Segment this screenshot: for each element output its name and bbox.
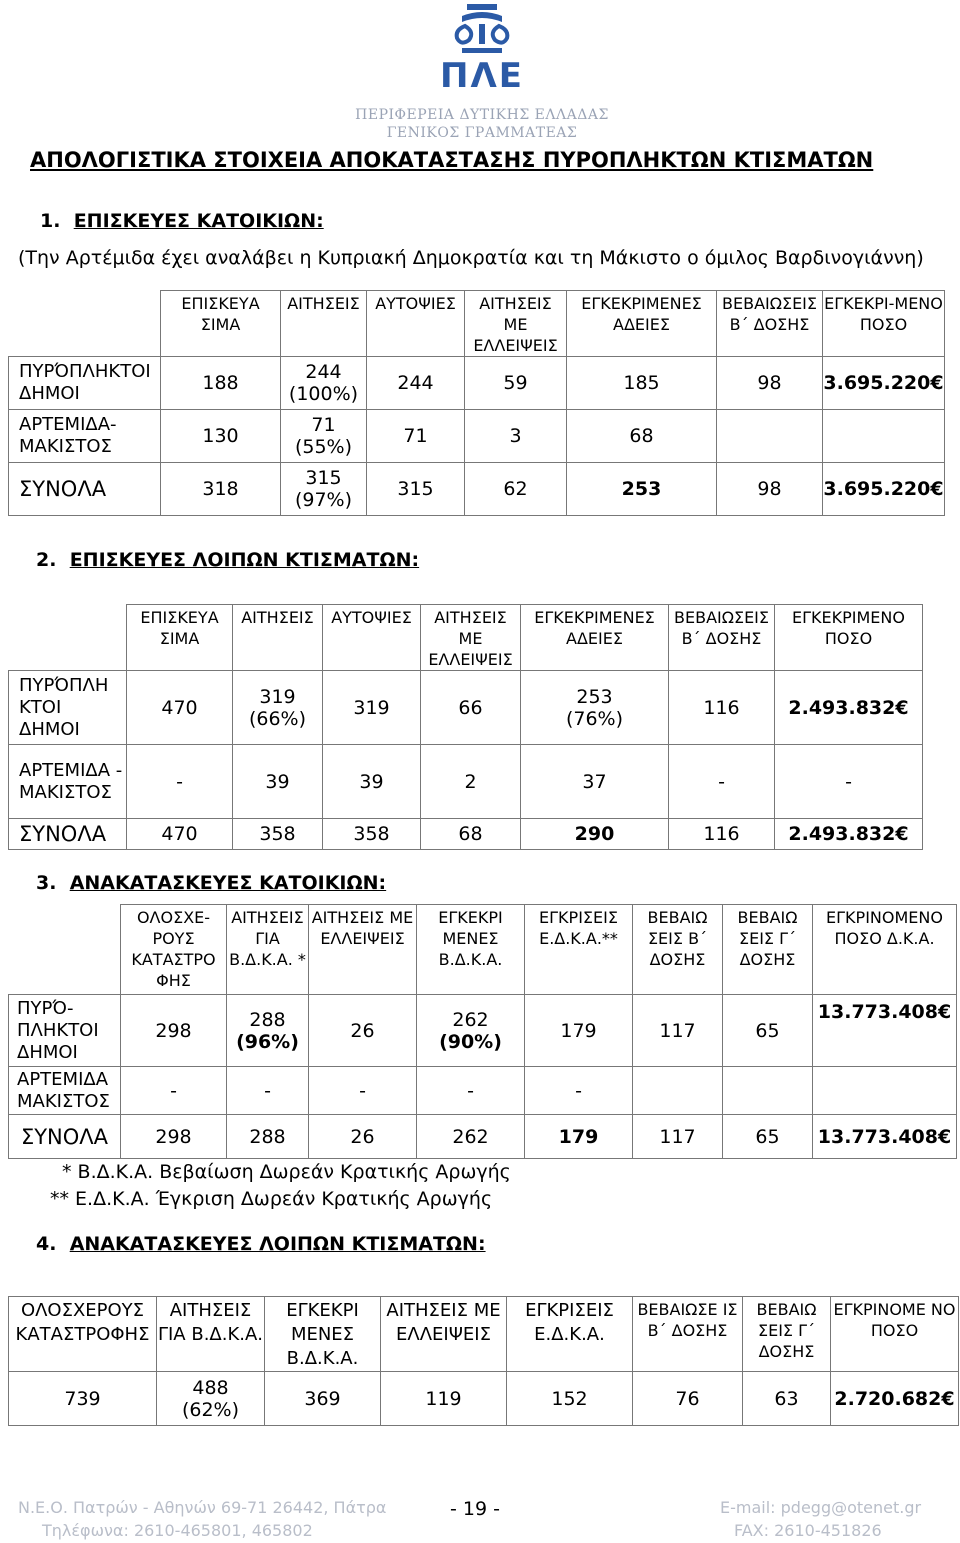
cell-with-percent (157, 1372, 265, 1426)
row-label: ΣΥΝΟΛΑ (9, 819, 127, 850)
cell-amount: - (775, 745, 923, 819)
cell-amount: 2.720.682€ (831, 1372, 959, 1426)
cell: - (309, 1067, 417, 1115)
header-cell: ΑΙΤΗΣΕΙΣ ΓΙΑ Β.Δ.Κ.Α. * (227, 905, 309, 995)
cell-amount: 2.493.832€ (775, 819, 923, 850)
cell-amount: 3.695.220€ (823, 357, 945, 410)
header-logo (352, 2, 612, 142)
cell: 65 (723, 1115, 813, 1159)
cell-with-percent (281, 410, 367, 463)
cell: 179 (525, 1115, 633, 1159)
header-cell: ΕΓΚΕΚΡΙΜΕΝΕΣ ΑΔΕΙΕΣ (521, 605, 669, 671)
table-row (9, 1372, 959, 1426)
cell-value: 262 (452, 1008, 489, 1031)
header-cell: ΟΛΟΣΧΕ-ΡΟΥΣ ΚΑΤΑΣΤΡΟ ΦΗΣ (121, 905, 227, 995)
cell-amount: 3.695.220€ (823, 463, 945, 516)
row-label: ΣΥΝΟΛΑ (9, 463, 161, 516)
cell: 116 (669, 819, 775, 850)
cell-percent: (62%) (181, 1398, 240, 1421)
header-cell: ΕΓΚΕΚΡΙΜΕΝΕΣ ΑΔΕΙΕΣ (567, 291, 717, 357)
header-empty-cell (9, 905, 121, 995)
cell: 130 (161, 410, 281, 463)
page-title: ΑΠΟΛΟΓΙΣΤΙΚΑ ΣΤΟΙΧΕΙΑ ΑΠΟΚΑΤΑΣΤΑΣΗΣ ΠΥΡΟΠΛΗΚΤΩΝ ΚΤΙΣΜΑΤΩΝ (30, 148, 874, 172)
cell: 358 (233, 819, 323, 850)
cell: 739 (9, 1372, 157, 1426)
cell-value: 488 (192, 1376, 229, 1399)
cell: 117 (633, 995, 723, 1067)
cell: 39 (233, 745, 323, 819)
section-4-table (8, 1296, 959, 1426)
section-1-table (8, 290, 945, 516)
header-cell: ΕΓΚΕΚΡΙ-ΜΕΝΟ ΠΟΣΟ (823, 291, 945, 357)
section-2-title-text: ΕΠΙΣΚΕΥΕΣ ΛΟΙΠΩΝ ΚΤΙΣΜΑΤΩΝ: (69, 549, 420, 571)
header-cell: ΕΓΚΡΙΣΕΙΣ Ε.Δ.Κ.Α.** (525, 905, 633, 995)
header-cell: ΑΙΤΗΣΕΙΣ ΓΙΑ Β.Δ.Κ.Α. (157, 1297, 265, 1372)
table-row-totals (9, 463, 945, 516)
table-row-totals (9, 819, 923, 850)
cell-value: 319 (259, 685, 296, 708)
row-label: ΠΥΡΌ-ΠΛΗΚΤΟΙ ΔΗΜΟΙ (9, 995, 121, 1067)
section-1-title-text: ΕΠΙΣΚΕΥΕΣ ΚΑΤΟΙΚΙΩΝ: (73, 210, 324, 232)
cell: 3 (465, 410, 567, 463)
cell: - (417, 1067, 525, 1115)
section-4-number: 4. (36, 1233, 57, 1255)
cell: 2 (421, 745, 521, 819)
cell: 179 (525, 995, 633, 1067)
header-cell: ΕΠΙΣΚΕΥΑ ΣΙΜΑ (161, 291, 281, 357)
table-header-row (9, 291, 945, 357)
cell: 98 (717, 463, 823, 516)
footnote-edka: ** Ε.Δ.Κ.Α. Έγκριση Δωρεάν Κρατικής Αρωγής (50, 1188, 493, 1210)
section-1-note: (Την Αρτέμιδα έχει αναλάβει η Κυπριακή Δημοκρατία και τη Μάκιστο ο όμιλος Βαρδινογιάννη) (18, 247, 924, 269)
cell-percent: (97%) (294, 489, 353, 511)
cell: 358 (323, 819, 421, 850)
region-line-2: ΓΕΝΙΚΟΣ ΓΡΑΜΜΑΤΕΑΣ (386, 125, 578, 141)
cell: 59 (465, 357, 567, 410)
header-cell: ΑΥΤΟΨΙΕΣ (323, 605, 421, 671)
header-cell: ΕΓΚΡΙΣΕΙΣ Ε.Δ.Κ.Α. (507, 1297, 633, 1372)
cell-value: 244 (305, 361, 342, 383)
cell-value: 315 (305, 467, 342, 489)
header-cell: ΒΕΒΑΙΩΣΕΙΣ Β΄ ΔΟΣΗΣ (669, 605, 775, 671)
cell: 66 (421, 671, 521, 745)
cell-amount: 13.773.408€ (813, 1115, 957, 1159)
cell: - (227, 1067, 309, 1115)
cell: 470 (127, 819, 233, 850)
footer-phone: Τηλέφωνα: 2610-465801, 465802 (42, 1521, 313, 1540)
cell-value: 288 (249, 1008, 286, 1031)
cell-percent: (96%) (236, 1030, 299, 1053)
header-cell: ΑΥΤΟΨΙΕΣ (367, 291, 465, 357)
header-cell: ΒΕΒΑΙΩ ΣΕΙΣ Γ΄ ΔΟΣΗΣ (743, 1297, 831, 1372)
cell: 262 (417, 1115, 525, 1159)
cell-amount (813, 1067, 957, 1115)
footer-email: E-mail: pdegg@otenet.gr (720, 1498, 922, 1517)
cell: 65 (723, 995, 813, 1067)
section-3-table (8, 904, 957, 1159)
section-2-title (36, 549, 419, 571)
section-3-number: 3. (36, 872, 57, 894)
page-number: - 19 - (450, 1498, 500, 1520)
header-cell: ΑΙΤΗΣΕΙΣ ΜΕ ΕΛΛΕΙΨΕΙΣ (421, 605, 521, 671)
cell-with-percent (227, 995, 309, 1067)
cell: 369 (265, 1372, 381, 1426)
logo-text: ΠΛΕ (440, 56, 524, 96)
table-row (9, 1067, 957, 1115)
cell: 71 (367, 410, 465, 463)
header-cell: ΑΙΤΗΣΕΙΣ ΜΕ ΕΛΛΕΙΨΕΙΣ (465, 291, 567, 357)
cell-percent: (100%) (288, 383, 359, 405)
table-row (9, 745, 923, 819)
cell-amount (823, 410, 945, 463)
cell: 185 (567, 357, 717, 410)
cell-percent: (76%) (565, 707, 624, 730)
header-cell: ΟΛΟΣΧΕΡΟΥΣ ΚΑΤΑΣΤΡΟΦΗΣ (9, 1297, 157, 1372)
cell: 244 (367, 357, 465, 410)
header-empty-cell (9, 605, 127, 671)
header-cell: ΒΕΒΑΙΩ ΣΕΙΣ Γ΄ ΔΟΣΗΣ (723, 905, 813, 995)
cell (633, 1067, 723, 1115)
cell: - (127, 745, 233, 819)
footnote-bdka: * Β.Δ.Κ.Α. Βεβαίωση Δωρεάν Κρατικής Αρωγής (62, 1161, 511, 1183)
header-cell: ΒΕΒΑΙΩΣΕΙΣ Β΄ ΔΟΣΗΣ (717, 291, 823, 357)
header-cell: ΕΠΙΣΚΕΥΑ ΣΙΜΑ (127, 605, 233, 671)
cell: 318 (161, 463, 281, 516)
cell: - (525, 1067, 633, 1115)
cell: 290 (521, 819, 669, 850)
header-cell: ΒΕΒΑΙΩΣΕ ΙΣ Β΄ ΔΟΣΗΣ (633, 1297, 743, 1372)
table-row (9, 357, 945, 410)
table-header-row (9, 605, 923, 671)
cell-percent: (90%) (439, 1030, 502, 1053)
cell: 188 (161, 357, 281, 410)
cell: 76 (633, 1372, 743, 1426)
table-row (9, 995, 957, 1067)
section-1-title (40, 210, 324, 232)
section-1-number: 1. (40, 210, 61, 232)
cell: 26 (309, 995, 417, 1067)
cell: 26 (309, 1115, 417, 1159)
row-label: ΠΥΡΌΠΛΗΚΤΟΙ ΔΗΜΟΙ (9, 357, 161, 410)
row-label: ΣΥΝΟΛΑ (9, 1115, 121, 1159)
header-cell: ΒΕΒΑΙΩ ΣΕΙΣ Β΄ ΔΟΣΗΣ (633, 905, 723, 995)
section-3-title-text: ΑΝΑΚΑΤΑΣΚΕΥΕΣ ΚΑΤΟΙΚΙΩΝ: (69, 872, 387, 894)
header-cell: ΕΓΚΡΙΝΟΜΕΝΟ ΠΟΣΟ Δ.Κ.Α. (813, 905, 957, 995)
cell: 62 (465, 463, 567, 516)
section-4-title (36, 1233, 486, 1255)
cell: - (121, 1067, 227, 1115)
cell-percent: (66%) (248, 707, 307, 730)
header-cell: ΕΓΚΕΚΡΙΜΕΝΟ ΠΟΣΟ (775, 605, 923, 671)
region-line-1: ΠΕΡΙΦΕΡΕΙΑ ΔΥΤΙΚΗΣ ΕΛΛΑΔΑΣ (355, 107, 609, 123)
cell: 253 (567, 463, 717, 516)
table-row-totals (9, 1115, 957, 1159)
row-label: ΠΥΡΌΠΛΗ ΚΤΟΙ ΔΗΜΟΙ (9, 671, 127, 745)
header-cell: ΑΙΤΗΣΕΙΣ ΜΕ ΕΛΛΕΙΨΕΙΣ (309, 905, 417, 995)
cell: 63 (743, 1372, 831, 1426)
cell: 470 (127, 671, 233, 745)
section-3-title (36, 872, 386, 894)
table-header-row (9, 905, 957, 995)
cell-amount: 2.493.832€ (775, 671, 923, 745)
cell (723, 1067, 813, 1115)
header-cell: ΕΓΚΡΙΝΟΜΕ ΝΟ ΠΟΣΟ (831, 1297, 959, 1372)
cell: 68 (421, 819, 521, 850)
cell: 315 (367, 463, 465, 516)
section-2-table (8, 604, 923, 850)
cell-value: 71 (311, 414, 336, 436)
cell: 37 (521, 745, 669, 819)
table-header-row (9, 1297, 959, 1372)
header-cell: ΑΙΤΗΣΕΙΣ (233, 605, 323, 671)
cell: 119 (381, 1372, 507, 1426)
cell: 39 (323, 745, 421, 819)
header-cell: ΕΓΚΕΚΡΙ ΜΕΝΕΣ Β.Δ.Κ.Α. (417, 905, 525, 995)
cell: - (669, 745, 775, 819)
cell-with-percent (417, 995, 525, 1067)
header-cell: ΑΙΤΗΣΕΙΣ (281, 291, 367, 357)
table-row (9, 671, 923, 745)
header-empty-cell (9, 291, 161, 357)
cell: 152 (507, 1372, 633, 1426)
cell: 298 (121, 1115, 227, 1159)
table-row (9, 410, 945, 463)
cell: 116 (669, 671, 775, 745)
footer-address: Ν.Ε.Ο. Πατρών - Αθηνών 69-71 26442, Πάτρα (18, 1498, 387, 1517)
cell: 319 (323, 671, 421, 745)
header-cell: ΑΙΤΗΣΕΙΣ ΜΕ ΕΛΛΕΙΨΕΙΣ (381, 1297, 507, 1372)
cell-with-percent (233, 671, 323, 745)
cell-percent: (55%) (294, 436, 353, 458)
cell: 117 (633, 1115, 723, 1159)
row-label: ΑΡΤΕΜΙΔΑ ΜΑΚΙΣΤΟΣ (9, 1067, 121, 1115)
cell: 298 (121, 995, 227, 1067)
cell: 288 (227, 1115, 309, 1159)
cell-amount: 13.773.408€ (813, 995, 957, 1067)
cell (717, 410, 823, 463)
cell-with-percent (281, 357, 367, 410)
cell-with-percent (521, 671, 669, 745)
section-4-title-text: ΑΝΑΚΑΤΑΣΚΕΥΕΣ ΛΟΙΠΩΝ ΚΤΙΣΜΑΤΩΝ: (69, 1233, 486, 1255)
header-cell: ΕΓΚΕΚΡΙ ΜΕΝΕΣ Β.Δ.Κ.Α. (265, 1297, 381, 1372)
cell: 68 (567, 410, 717, 463)
cell: 98 (717, 357, 823, 410)
section-2-number: 2. (36, 549, 57, 571)
cell-with-percent (281, 463, 367, 516)
footer-fax: FAX: 2610-451826 (734, 1521, 882, 1540)
row-label: ΑΡΤΕΜΙΔΑ - ΜΑΚΙΣΤΟΣ (9, 745, 127, 819)
cell-value: 253 (576, 685, 613, 708)
row-label: ΑΡΤΕΜΙΔΑ-ΜΑΚΙΣΤΟΣ (9, 410, 161, 463)
